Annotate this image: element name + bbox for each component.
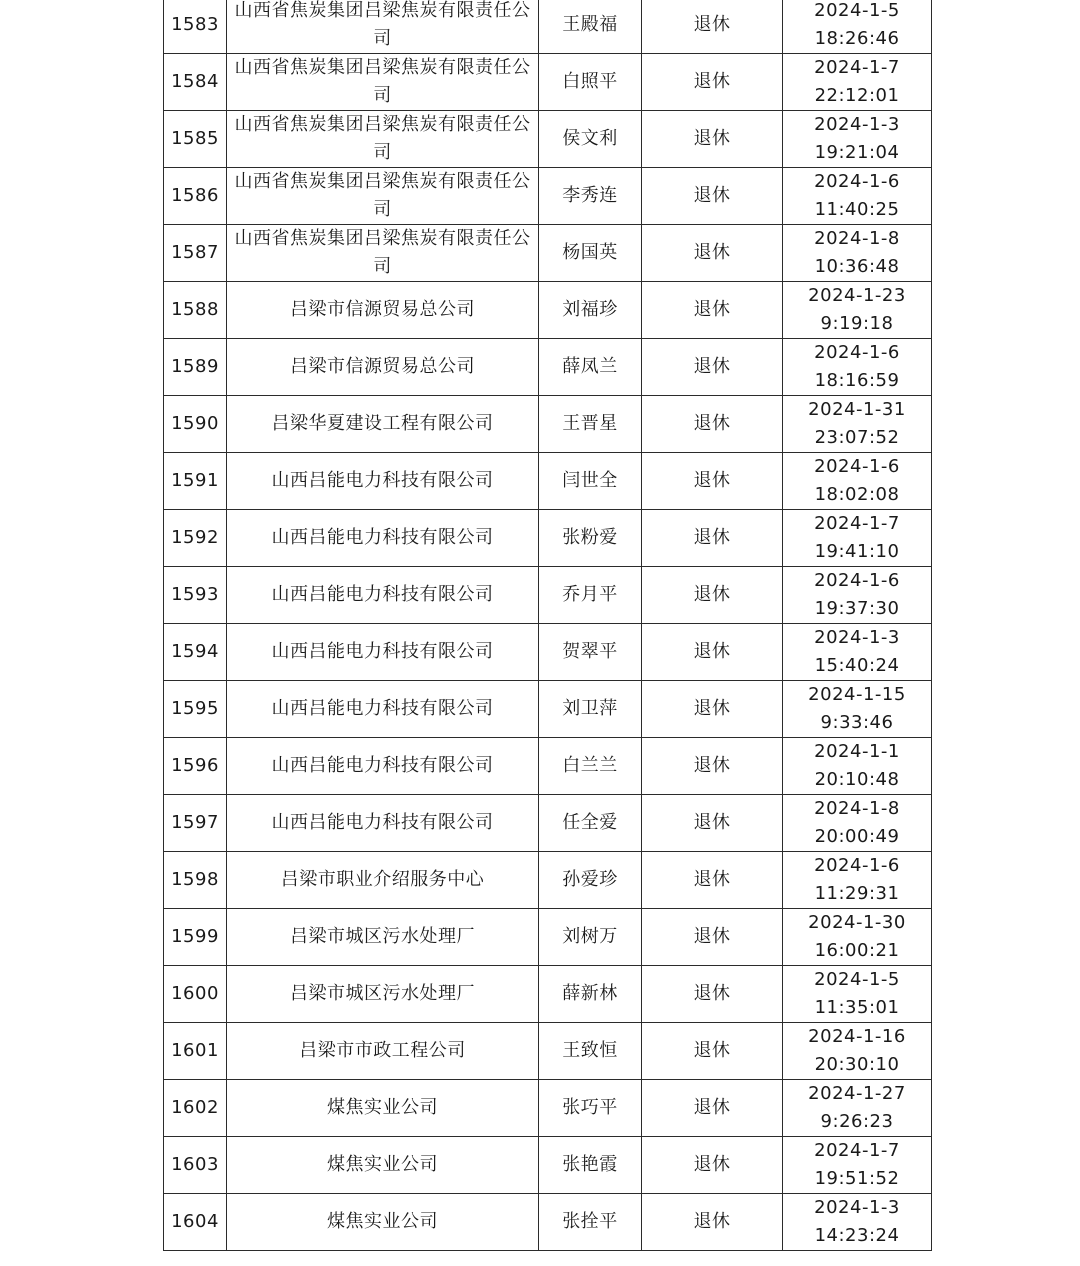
- time-text: 20:10:48: [814, 769, 900, 790]
- date-text: 2024-1-31: [808, 399, 906, 420]
- type-cell: 退休: [642, 1023, 783, 1080]
- datetime-cell: [783, 795, 932, 852]
- person-name-cell: 薛新林: [539, 966, 642, 1023]
- row-number-cell: 1587: [164, 225, 227, 282]
- unit-name: 山西吕能电力科技有限公司: [271, 698, 494, 719]
- unit-name: 山西吕能电力科技有限公司: [271, 755, 494, 776]
- table-row: [164, 282, 932, 339]
- date-text: 2024-1-16: [808, 1026, 906, 1047]
- row-number-cell: 1592: [164, 510, 227, 567]
- type-cell: 退休: [642, 1137, 783, 1194]
- row-number-cell: 1600: [164, 966, 227, 1023]
- date-text: 2024-1-3: [814, 1197, 900, 1218]
- unit-cell: [227, 966, 539, 1023]
- table-row: [164, 1080, 932, 1137]
- unit-cell: [227, 1194, 539, 1251]
- row-number-cell: 1591: [164, 453, 227, 510]
- type-cell: 退休: [642, 1194, 783, 1251]
- datetime-cell: [783, 396, 932, 453]
- person-name-cell: 闫世全: [539, 453, 642, 510]
- table-row: [164, 567, 932, 624]
- table-body: [164, 0, 932, 1251]
- unit-cell: [227, 510, 539, 567]
- unit-cell: [227, 282, 539, 339]
- row-number-cell: 1598: [164, 852, 227, 909]
- time-text: 15:40:24: [814, 655, 900, 676]
- table-row: [164, 0, 932, 54]
- table-row: [164, 339, 932, 396]
- table-row: [164, 453, 932, 510]
- row-number-cell: 1594: [164, 624, 227, 681]
- person-name-cell: 白照平: [539, 54, 642, 111]
- unit-name: 煤焦实业公司: [327, 1211, 438, 1232]
- unit-name: 山西省焦炭集团吕梁焦炭有限责任公司: [234, 57, 531, 106]
- date-text: 2024-1-3: [814, 627, 900, 648]
- unit-cell: [227, 909, 539, 966]
- datetime-cell: [783, 168, 932, 225]
- datetime-cell: [783, 852, 932, 909]
- date-text: 2024-1-6: [814, 570, 900, 591]
- table-row: [164, 738, 932, 795]
- row-number-cell: 1595: [164, 681, 227, 738]
- unit-cell: [227, 0, 539, 54]
- type-cell: 退休: [642, 738, 783, 795]
- time-text: 22:12:01: [814, 85, 900, 106]
- person-name-cell: 杨国英: [539, 225, 642, 282]
- table-row: [164, 510, 932, 567]
- unit-name: 吕梁华夏建设工程有限公司: [271, 413, 494, 434]
- row-number-cell: 1597: [164, 795, 227, 852]
- person-name-cell: 任全爱: [539, 795, 642, 852]
- type-cell: 退休: [642, 966, 783, 1023]
- unit-cell: [227, 681, 539, 738]
- time-text: 9:33:46: [820, 712, 894, 733]
- table-row: [164, 681, 932, 738]
- date-text: 2024-1-15: [808, 684, 906, 705]
- person-name-cell: 张粉爱: [539, 510, 642, 567]
- datetime-cell: [783, 510, 932, 567]
- unit-cell: [227, 453, 539, 510]
- row-number-cell: 1589: [164, 339, 227, 396]
- type-cell: 退休: [642, 510, 783, 567]
- type-cell: 退休: [642, 624, 783, 681]
- unit-name: 山西省焦炭集团吕梁焦炭有限责任公司: [234, 228, 531, 277]
- unit-cell: [227, 396, 539, 453]
- type-cell: 退休: [642, 453, 783, 510]
- date-text: 2024-1-6: [814, 342, 900, 363]
- type-cell: 退休: [642, 54, 783, 111]
- datetime-cell: [783, 1023, 932, 1080]
- date-text: 2024-1-6: [814, 171, 900, 192]
- date-text: 2024-1-3: [814, 114, 900, 135]
- datetime-cell: [783, 966, 932, 1023]
- unit-cell: [227, 1137, 539, 1194]
- person-name-cell: 李秀连: [539, 168, 642, 225]
- person-name-cell: 王致恒: [539, 1023, 642, 1080]
- time-text: 19:21:04: [814, 142, 900, 163]
- time-text: 9:19:18: [820, 313, 894, 334]
- type-cell: 退休: [642, 681, 783, 738]
- time-text: 9:26:23: [820, 1111, 894, 1132]
- row-number-cell: 1583: [164, 0, 227, 54]
- date-text: 2024-1-7: [814, 513, 900, 534]
- time-text: 18:02:08: [814, 484, 900, 505]
- person-name-cell: 王晋星: [539, 396, 642, 453]
- row-number-cell: 1602: [164, 1080, 227, 1137]
- date-text: 2024-1-7: [814, 1140, 900, 1161]
- table-row: [164, 225, 932, 282]
- type-cell: 退休: [642, 1080, 783, 1137]
- person-name-cell: 白兰兰: [539, 738, 642, 795]
- date-text: 2024-1-1: [814, 741, 900, 762]
- datetime-cell: [783, 225, 932, 282]
- time-text: 10:36:48: [814, 256, 900, 277]
- type-cell: 退休: [642, 225, 783, 282]
- row-number-cell: 1588: [164, 282, 227, 339]
- datetime-cell: [783, 282, 932, 339]
- unit-cell: [227, 738, 539, 795]
- datetime-cell: [783, 0, 932, 54]
- row-number-cell: 1586: [164, 168, 227, 225]
- unit-cell: [227, 168, 539, 225]
- unit-name: 吕梁市职业介绍服务中心: [280, 869, 485, 890]
- table-row: [164, 624, 932, 681]
- time-text: 11:29:31: [814, 883, 900, 904]
- time-text: 19:37:30: [814, 598, 900, 619]
- unit-name: 吕梁市城区污水处理厂: [290, 926, 475, 947]
- datetime-cell: [783, 1194, 932, 1251]
- time-text: 16:00:21: [814, 940, 900, 961]
- datetime-cell: [783, 453, 932, 510]
- row-number-cell: 1604: [164, 1194, 227, 1251]
- time-text: 18:26:46: [814, 28, 900, 49]
- unit-name: 山西省焦炭集团吕梁焦炭有限责任公司: [234, 171, 531, 220]
- unit-cell: [227, 339, 539, 396]
- unit-name: 煤焦实业公司: [327, 1097, 438, 1118]
- row-number-cell: 1601: [164, 1023, 227, 1080]
- type-cell: 退休: [642, 168, 783, 225]
- row-number-cell: 1590: [164, 396, 227, 453]
- unit-name: 山西吕能电力科技有限公司: [271, 812, 494, 833]
- date-text: 2024-1-5: [814, 0, 900, 21]
- person-name-cell: 张拴平: [539, 1194, 642, 1251]
- date-text: 2024-1-8: [814, 228, 900, 249]
- time-text: 23:07:52: [814, 427, 900, 448]
- person-name-cell: 乔月平: [539, 567, 642, 624]
- person-name-cell: 孙爱珍: [539, 852, 642, 909]
- time-text: 11:40:25: [814, 199, 900, 220]
- datetime-cell: [783, 624, 932, 681]
- table-row: [164, 1194, 932, 1251]
- date-text: 2024-1-6: [814, 456, 900, 477]
- person-name-cell: 刘福珍: [539, 282, 642, 339]
- time-text: 18:16:59: [814, 370, 900, 391]
- person-name-cell: 刘卫萍: [539, 681, 642, 738]
- table-row: [164, 909, 932, 966]
- person-name-cell: 张巧平: [539, 1080, 642, 1137]
- datetime-cell: [783, 1080, 932, 1137]
- unit-cell: [227, 795, 539, 852]
- person-name-cell: 贺翠平: [539, 624, 642, 681]
- unit-cell: [227, 1080, 539, 1137]
- datetime-cell: [783, 681, 932, 738]
- date-text: 2024-1-6: [814, 855, 900, 876]
- retiree-table: [163, 0, 932, 1251]
- time-text: 20:00:49: [814, 826, 900, 847]
- person-name-cell: 薛凤兰: [539, 339, 642, 396]
- table-row: [164, 54, 932, 111]
- date-text: 2024-1-30: [808, 912, 906, 933]
- row-number-cell: 1603: [164, 1137, 227, 1194]
- unit-cell: [227, 852, 539, 909]
- table-row: [164, 168, 932, 225]
- unit-name: 吕梁市城区污水处理厂: [290, 983, 475, 1004]
- date-text: 2024-1-5: [814, 969, 900, 990]
- unit-cell: [227, 111, 539, 168]
- table-row: [164, 1023, 932, 1080]
- row-number-cell: 1599: [164, 909, 227, 966]
- datetime-cell: [783, 339, 932, 396]
- datetime-cell: [783, 909, 932, 966]
- person-name-cell: 侯文利: [539, 111, 642, 168]
- unit-name: 煤焦实业公司: [327, 1154, 438, 1175]
- row-number-cell: 1585: [164, 111, 227, 168]
- type-cell: 退休: [642, 111, 783, 168]
- unit-name: 山西吕能电力科技有限公司: [271, 641, 494, 662]
- table-row: [164, 111, 932, 168]
- table-row: [164, 396, 932, 453]
- unit-name: 吕梁市信源贸易总公司: [290, 299, 475, 320]
- date-text: 2024-1-7: [814, 57, 900, 78]
- unit-name: 山西吕能电力科技有限公司: [271, 527, 494, 548]
- unit-cell: [227, 624, 539, 681]
- unit-name: 山西省焦炭集团吕梁焦炭有限责任公司: [234, 114, 531, 163]
- unit-cell: [227, 54, 539, 111]
- type-cell: 退休: [642, 909, 783, 966]
- row-number-cell: 1593: [164, 567, 227, 624]
- unit-cell: [227, 225, 539, 282]
- type-cell: 退休: [642, 852, 783, 909]
- row-number-cell: 1596: [164, 738, 227, 795]
- time-text: 19:41:10: [814, 541, 900, 562]
- type-cell: 退休: [642, 795, 783, 852]
- table-row: [164, 966, 932, 1023]
- table-row: [164, 852, 932, 909]
- unit-name: 山西吕能电力科技有限公司: [271, 584, 494, 605]
- type-cell: 退休: [642, 339, 783, 396]
- datetime-cell: [783, 54, 932, 111]
- type-cell: 退休: [642, 282, 783, 339]
- date-text: 2024-1-23: [808, 285, 906, 306]
- date-text: 2024-1-8: [814, 798, 900, 819]
- time-text: 11:35:01: [814, 997, 900, 1018]
- unit-name: 吕梁市市政工程公司: [299, 1040, 466, 1061]
- type-cell: 退休: [642, 396, 783, 453]
- time-text: 20:30:10: [814, 1054, 900, 1075]
- type-cell: 退休: [642, 567, 783, 624]
- datetime-cell: [783, 567, 932, 624]
- datetime-cell: [783, 1137, 932, 1194]
- person-name-cell: 刘树万: [539, 909, 642, 966]
- type-cell: 退休: [642, 0, 783, 54]
- row-number-cell: 1584: [164, 54, 227, 111]
- time-text: 14:23:24: [814, 1225, 900, 1246]
- unit-name: 吕梁市信源贸易总公司: [290, 356, 475, 377]
- date-text: 2024-1-27: [808, 1083, 906, 1104]
- time-text: 19:51:52: [814, 1168, 900, 1189]
- table-row: [164, 1137, 932, 1194]
- table-row: [164, 795, 932, 852]
- unit-cell: [227, 567, 539, 624]
- unit-cell: [227, 1023, 539, 1080]
- person-name-cell: 王殿福: [539, 0, 642, 54]
- unit-name: 山西省焦炭集团吕梁焦炭有限责任公司: [234, 0, 531, 49]
- datetime-cell: [783, 111, 932, 168]
- unit-name: 山西吕能电力科技有限公司: [271, 470, 494, 491]
- datetime-cell: [783, 738, 932, 795]
- person-name-cell: 张艳霞: [539, 1137, 642, 1194]
